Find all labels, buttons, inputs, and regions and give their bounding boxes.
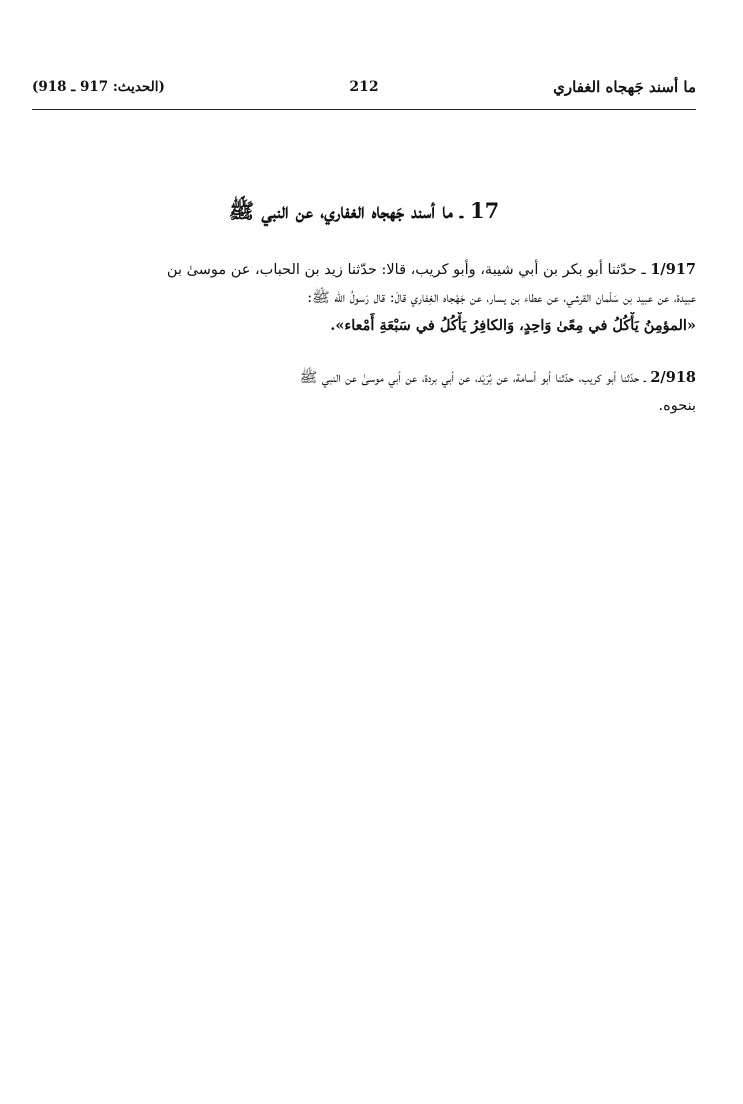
hadith-918 — [32, 364, 696, 420]
hadith-917-matn: «المؤمِنُ يَأْكُلُ في مِعًىٰ وَاحِدٍ، وَالكافِرُ يَأْكُلُ في سَبْعَةِ أَمْعاء». — [330, 317, 696, 334]
chapter-title: 17 ـ ما أسند جَهجاه الغفاري، عن النبي ﷺ — [228, 198, 500, 223]
hadith-917-text-1: ـ حدّثنا أبو بكر بن أبي شيبة، وأبو كريب، قالا: حدّثنا زيد بن الحباب، عن موسىٰ بن — [166, 262, 646, 278]
hadith-917-number: 1/917 — [650, 261, 696, 278]
hadith-917-line-1 — [32, 256, 696, 284]
hadith-917-line-2: عبيدة، عن عبيد بن سَلْمان القرشي، عن عطاء بن يسار، عن جَهْجاه الغِفاري قالَ: قال رَسولُ الله ﷺ: — [307, 290, 696, 306]
running-head — [32, 78, 696, 102]
hadith-918-number: 2/918 — [650, 369, 696, 386]
header-divider — [32, 109, 696, 110]
hadith-918-text-1: ـ حدّثنا أبو كريب، حدّثنا أبو أسامة، عن بُرَيْد، عن أبي بردة، عن أبي موسىٰ عن النبي ﷺ — [299, 370, 646, 386]
hadith-918-line-2: بنحوه. — [658, 398, 696, 414]
page-number: 212 — [349, 79, 379, 95]
running-head-chapter: ما أسند جَهجاه الغفاري — [553, 78, 696, 96]
running-head-hadith-range: (الحديث: 917 ـ 918) — [32, 79, 165, 95]
hadith-917 — [32, 256, 696, 340]
hadith-918-line-1 — [32, 364, 696, 392]
